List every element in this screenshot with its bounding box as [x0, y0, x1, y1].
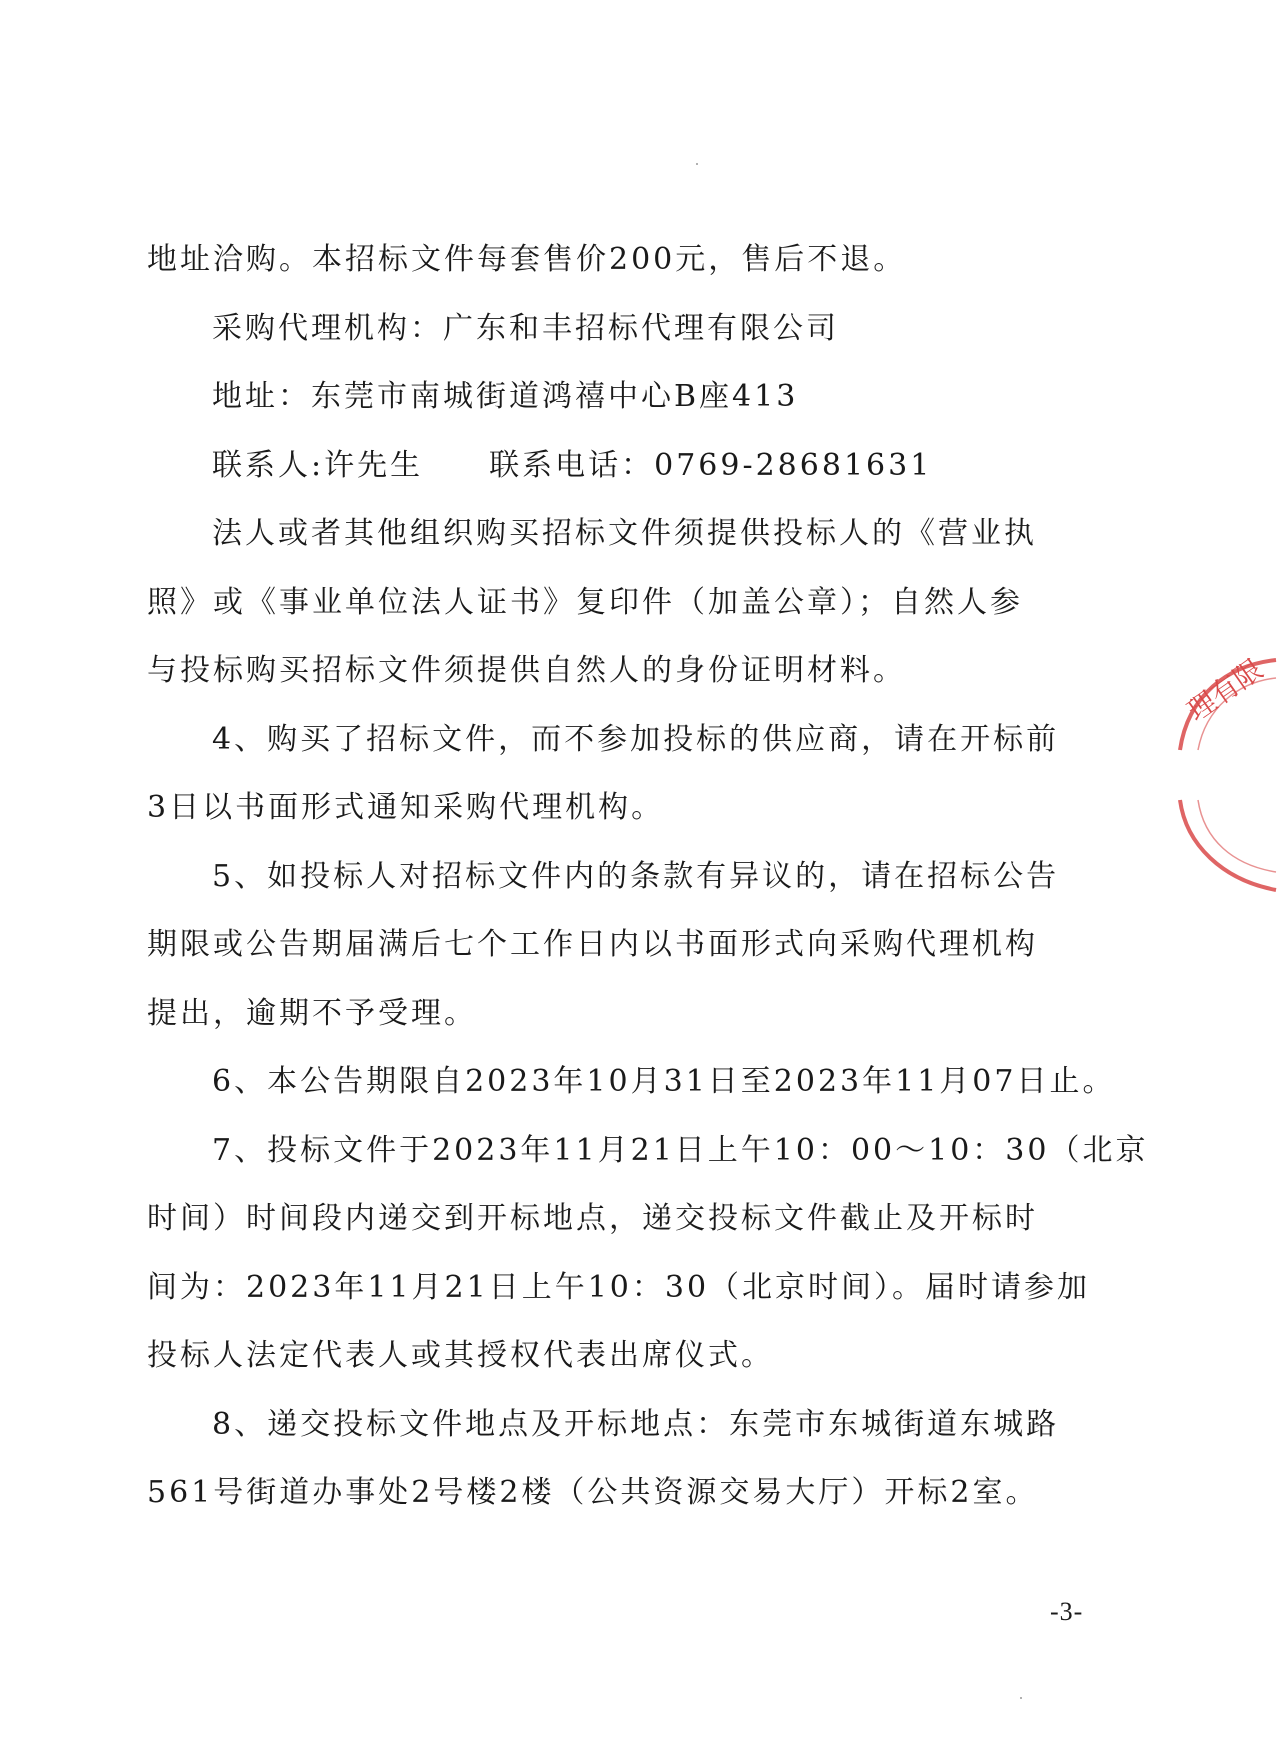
- official-seal-stamp: [1168, 650, 1278, 900]
- text-line-legal-1: 法人或者其他组织购买招标文件须提供投标人的《营业执: [212, 516, 1037, 551]
- text-line-item5-1: 5、如投标人对招标文件内的条款有异议的，请在招标公告: [212, 858, 1060, 894]
- contact-line: [147, 432, 1072, 501]
- seal-text: 理有限: [1181, 652, 1269, 728]
- text-line-item8-1: 8、递交投标文件地点及开标地点：东莞市东城街道东城路: [212, 1406, 1060, 1442]
- scan-speck: [696, 163, 698, 165]
- contact-phone: 联系电话：0769-28681631: [489, 447, 933, 483]
- text-line-1: 地址洽购。本招标文件每套售价200元，售后不退。: [147, 242, 907, 277]
- text-line-item4-1: 4、购买了招标文件，而不参加投标的供应商，请在开标前: [212, 721, 1060, 757]
- document-body: [147, 226, 1149, 1528]
- text-line-item5-3: 提出，逾期不予受理。: [147, 995, 477, 1031]
- contact-person: 联系人:许先生: [212, 447, 424, 483]
- text-line-item6: 6、本公告期限自2023年10月31日至2023年11月07日止。: [212, 1064, 1116, 1099]
- text-line-item5-2: 期限或公告期届满后七个工作日内以书面形式向采购代理机构: [147, 927, 1038, 962]
- text-line-agency: 采购代理机构：广东和丰招标代理有限公司: [212, 310, 839, 346]
- text-line-address: 地址：东莞市南城街道鸿禧中心B座413: [212, 379, 799, 414]
- text-line-item8-2: 561号街道办事处2号楼2楼（公共资源交易大厅）开标2室。: [147, 1475, 1039, 1510]
- text-line-legal-3: 与投标购买招标文件须提供自然人的身份证明材料。: [147, 653, 906, 688]
- text-line-item4-2: 3日以书面形式通知采购代理机构。: [147, 790, 665, 825]
- text-line-item7-1: 7、投标文件于2023年11月21日上午10：00～10：30（北京: [212, 1132, 1149, 1168]
- text-line-item7-2: 时间）时间段内递交到开标地点，递交投标文件截止及开标时: [147, 1201, 1038, 1236]
- text-line-item7-3: 间为：2023年11月21日上午10：30（北京时间）。届时请参加: [147, 1269, 1091, 1305]
- scan-speck: [1020, 1697, 1022, 1699]
- text-line-legal-2: 照》或《事业单位法人证书》复印件（加盖公章）；自然人参: [147, 584, 1023, 620]
- text-line-item7-4: 投标人法定代表人或其授权代表出席仪式。: [147, 1338, 774, 1373]
- page-number: -3-: [1050, 1597, 1084, 1626]
